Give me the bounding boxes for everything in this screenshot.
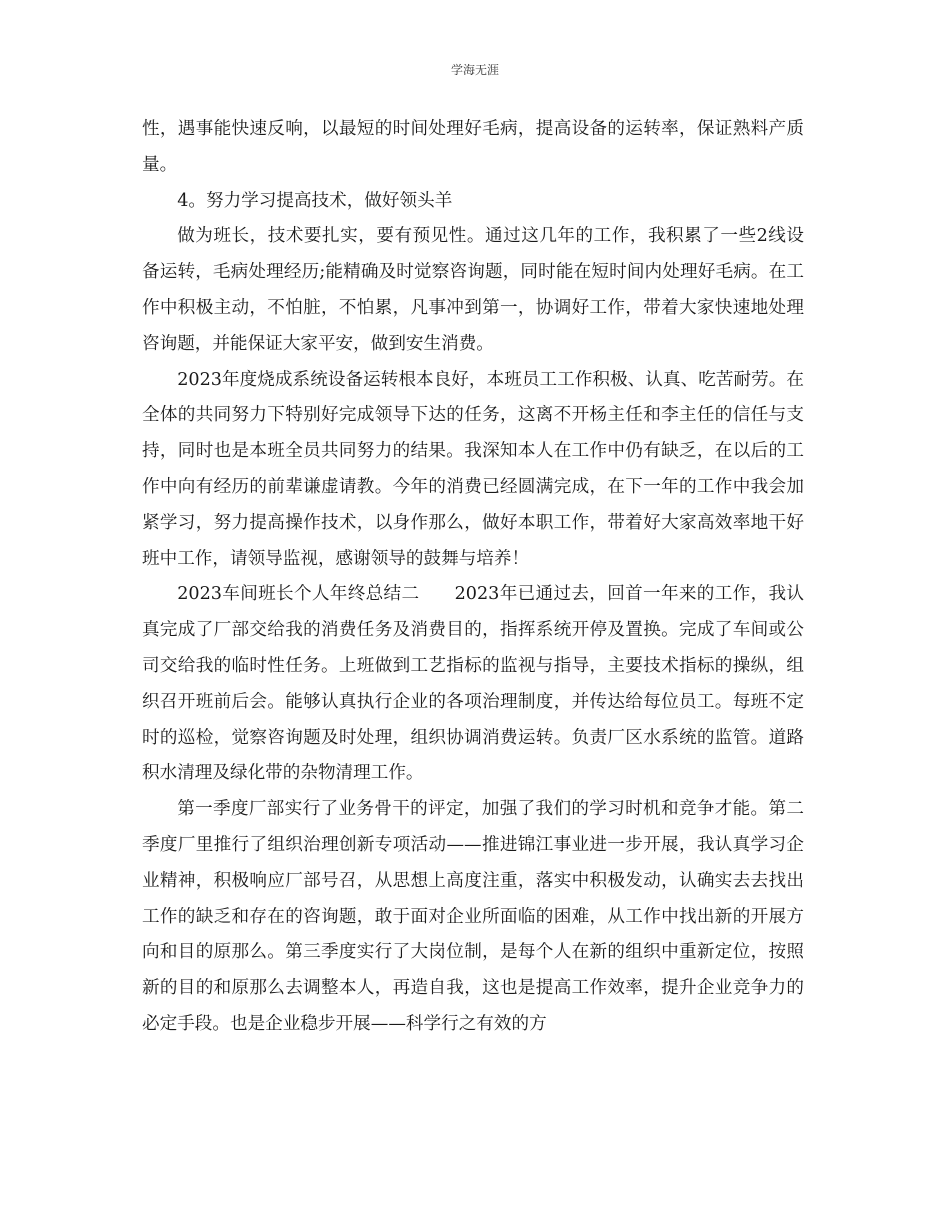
paragraph-annual-review: 2023年度烧成系统设备运转根本良好，本班员工工作积极、认真、吃苦耐劳。在全体的共同努力下特别好完成领导下达的任务，这离不开杨主任和李主任的信任与支持，同时也是本班全员共同努力的结果。我深知本人在工作中仍有缺乏，在以后的工作中向有经历的前辈谦虚请教。今年的消费已经圆满完成，在下一年的工作中我会加紧学习，努力提高操作技术，以身作那么，做好本职工作，带着好大家高效率地干好班中工作，请领导监视，感谢领导的鼓舞与培养！ (142, 369, 804, 569)
paragraph-subheading: 4。努力学习提高技术，做好领头羊 (177, 190, 453, 211)
running-header: 学海无涯 (450, 63, 499, 77)
paragraph-team-leader: 做为班长，技术要扎实，要有预见性。通过这几年的工作，我积累了一些2线设备运转，毛病处理经历;能精确及时觉察咨询题，同时能在短时间内处理好毛病。在工作中积极主动，不怕脏，不怕累，凡事冲到第一，协调好工作，带着大家快速地处理咨询题，并能保证大家平安，做到安生消费。 (142, 226, 804, 354)
paragraph-summary-two (142, 577, 804, 792)
section-body: 2023年已通过去，回首一年来的工作，我认真完成了厂部交给我的消费任务及消费目的，指挥系统开停及置换。完成了车间或公司交给我的临时性任务。上班做到工艺指标的监视与指导，主要技术指标的操纵，组织召开班前后会。能够认真执行企业的各项治理制度，并传达给每位员工。每班不定时的巡检，觉察咨询题及时处理，组织协调消费运转。负责厂区水系统的监管。道路积水清理及绿化带的杂物清理工作。 (142, 584, 804, 784)
body-text (142, 112, 804, 1043)
paragraph-continuation: 性，遇事能快速反响，以最短的时间处理好毛病，提高设备的运转率，保证熟料产质量。 (142, 119, 804, 175)
paragraph-quarterly: 第一季度厂部实行了业务骨干的评定，加强了我们的学习时机和竞争才能。第二季度厂里推行了组织治理创新专项活动——推进锦江事业进一步开展，我认真学习企业精神，积极响应厂部号召，从思想上高度注重，落实中积极发动，认确实去去找出工作的缺乏和存在的咨询题，敢于面对企业所面临的困难，从工作中找出新的开展方向和目的原那么。第三季度实行了大岗位制，是每个人在新的组织中重新定位，按照新的目的和原那么去调整本人，再造自我，这也是提高工作效率，提升企业竞争力的必定手段。也是企业稳步开展——科学行之有效的方 (142, 799, 804, 1034)
section-title: 2023车间班长个人年终总结二 (177, 584, 420, 605)
